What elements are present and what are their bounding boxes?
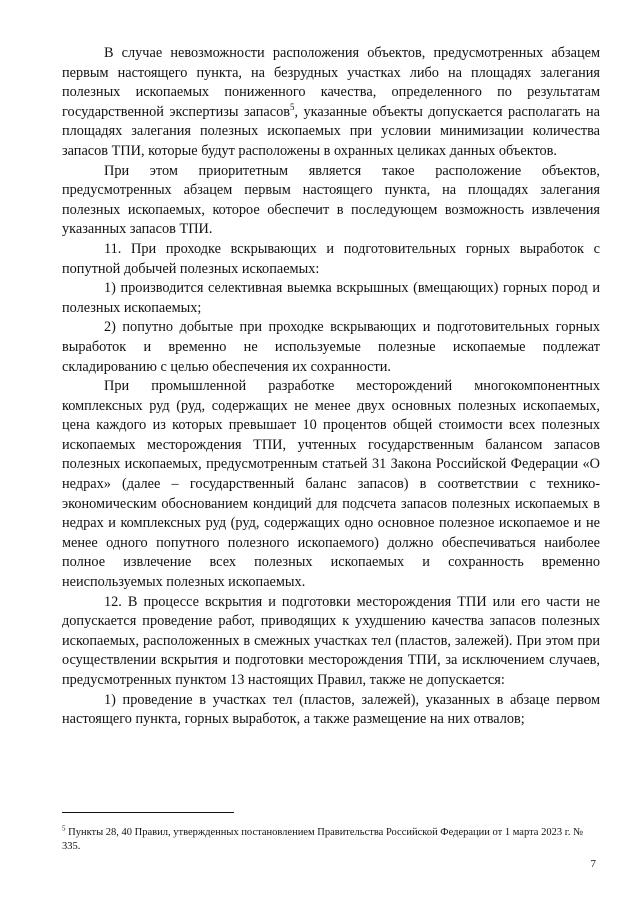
paragraph: 12. В процессе вскрытия и подготовки месторождения ТПИ или его части не допускается проведение работ, приводящих к ухудшению качества запасов полезных ископаемых, расположенных в смежных участках тел (пластов, залежей). При этом при осуществлении вскрытия и подготовки месторождения ТПИ, за исключением случаев, предусмотренных пунктом 13 настоящих Правил, также не допускается: <box>62 593 600 688</box>
body-text <box>62 44 600 730</box>
paragraph: При промышленной разработке месторождений многокомпонентных комплексных руд (руд, содержащих не менее двух основных полезных ископаемых, цена каждого из которых превышает 10 процентов общей стоимости всех полезных ископаемых месторождения ТПИ, учтенных государственным балансом запасов полезных ископаемых, предусмотренным статьей 31 Закона Российской Федерации «О недрах» (далее – государственный баланс запасов) в соответствии с технико-экономическим обоснованием кондиций для подсчета запасов полезных ископаемых в недрах и комплексных руд (руд, содержащих одно основное полезное ископаемое и не менее одного попутного полезного ископаемого) должно обеспечиваться наиболее полное извлечение всех полезных ископаемых и сохранность временно неиспользуемых полезных ископаемых. <box>62 378 600 591</box>
footnote <box>62 826 600 854</box>
paragraph-text: В случае невозможности расположения объектов, предусмотренных абзацем первым настоящего пункта, на безрудных участках либо на площадях залегания полезных ископаемых пониженного качества, определенного по результатам государственной экспертизы запасов <box>62 45 600 120</box>
footnote-divider <box>62 812 234 813</box>
paragraph: 2) попутно добытые при проходке вскрывающих и подготовительных горных выработок и временно не используемые полезные ископаемые подлежат складированию с целью обеспечения их сохранности. <box>62 319 600 375</box>
paragraph: 1) проведение в участках тел (пластов, залежей), указанных в абзаце первом настоящего пункта, горных выработок, а также размещение на них отвалов; <box>62 691 600 728</box>
paragraph: 1) производится селективная выемка вскрышных (вмещающих) горных пород и полезных ископаемых; <box>62 280 600 316</box>
paragraph: 11. При проходке вскрывающих и подготовительных горных выработок с попутной добычей полезных ископаемых: <box>62 240 600 277</box>
footnote-text: Пункты 28, 40 Правил, утвержденных постановлением Правительства Российской Федерации от 1 марта 2023 г. № 335. <box>62 827 584 852</box>
footnote-mark: 5 <box>62 824 66 833</box>
paragraph-text: , указанные объекты допускается располагать на площадях залегания полезных ископаемых при условии минимизации количества запасов ТПИ, которые будут расположены в охранных целиках данных объектов. <box>62 103 600 159</box>
page-number: 7 <box>590 858 596 870</box>
footnote-reference: 5 <box>290 102 295 113</box>
paragraph <box>62 44 600 162</box>
paragraph: При этом приоритетным является такое расположение объектов, предусмотренных абзацем первым настоящего пункта, на площадях залегания полезных ископаемых, которое обеспечит в последующем возможность извлечения указанных запасов ТПИ. <box>62 162 600 238</box>
